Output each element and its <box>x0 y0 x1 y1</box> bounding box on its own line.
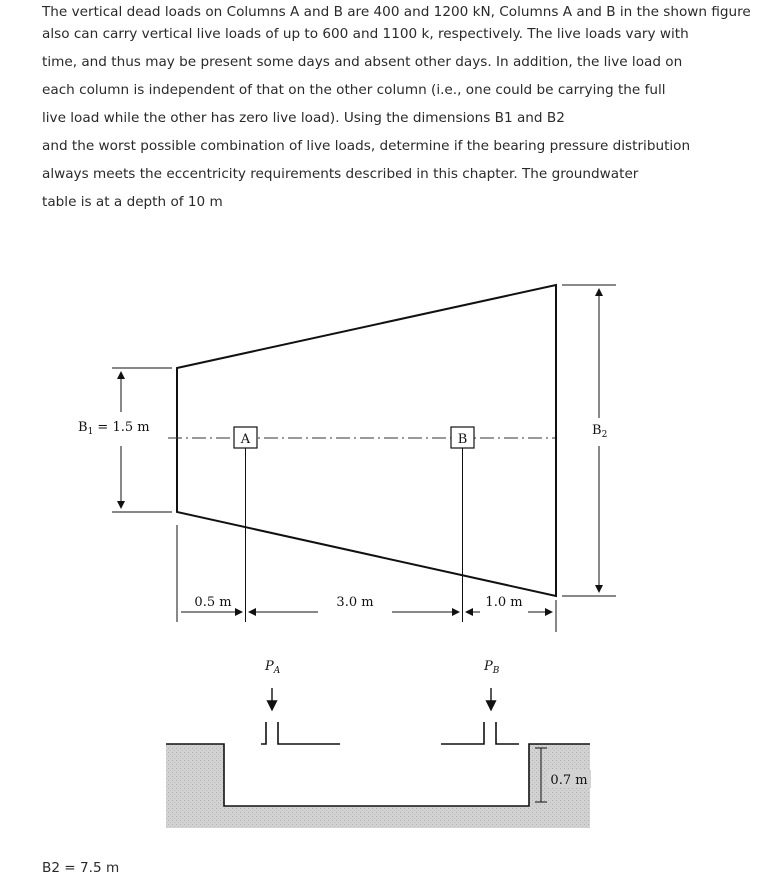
answer-text: B2 = 7.5 m <box>42 860 120 876</box>
b2-label: $B_2$ <box>592 423 608 440</box>
dim-right-label: 1.0 m <box>485 595 523 610</box>
problem-line: also can carry vertical live loads of up to 600 and 1100 k, respectively. The live loads vary with <box>42 26 689 42</box>
column-b-stub <box>441 722 519 744</box>
column-a-label: A <box>240 432 251 447</box>
problem-line: time, and thus may be present some days and absent other days. In addition, the live load on <box>42 54 683 70</box>
depth-label: 0.7 m <box>550 773 588 788</box>
soil-mass <box>166 744 590 828</box>
footing-section-outline <box>166 744 590 806</box>
problem-line: always meets the eccentricity requirements described in this chapter. The groundwater <box>42 166 639 182</box>
problem-line: The vertical dead loads on Columns A and B are 400 and 1200 kN, Columns A and B in the shown figure <box>42 4 751 20</box>
problem-line: and the worst possible combination of live loads, determine if the bearing pressure distribution <box>42 138 691 154</box>
problem-line: live load while the other has zero live load). Using the dimensions B1 and B2 <box>42 110 565 126</box>
dim-left-label: 0.5 m <box>194 595 232 610</box>
dim-middle-label: 3.0 m <box>336 595 374 610</box>
problem-line: each column is independent of that on the other column (i.e., one could be carrying the full <box>42 82 666 98</box>
b1-label: $B_1 = 1.5$ m <box>78 420 150 437</box>
column-a-stub <box>261 722 340 744</box>
load-a-label: $P_A$ <box>265 659 281 676</box>
problem-line: table is at a depth of 10 m <box>42 194 223 210</box>
load-b-label: $P_B$ <box>484 659 500 676</box>
column-b-label: B <box>457 432 468 447</box>
